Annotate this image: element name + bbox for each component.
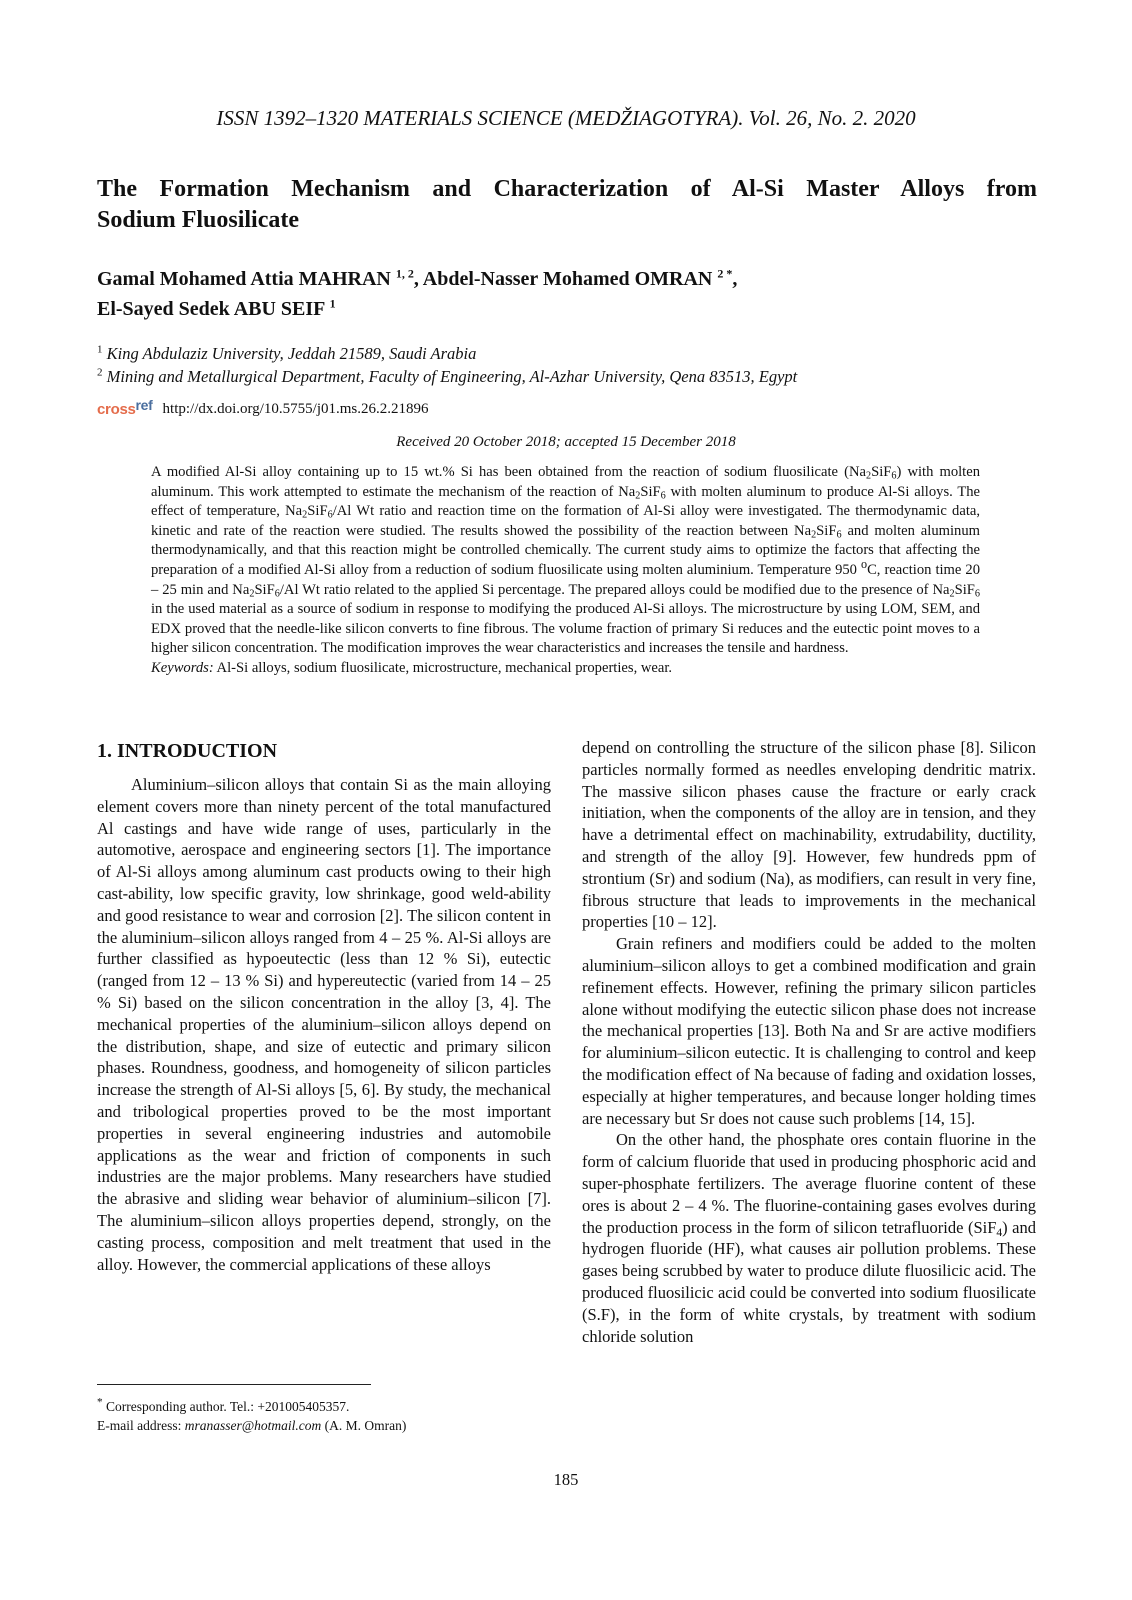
author-separator: , [732,268,738,290]
author-affil-sup: 1, 2 [395,266,414,281]
crossref-logo-icon: crossref [97,397,153,418]
keywords-label: Keywords: [151,659,214,676]
page-number: 185 [553,1470,579,1489]
paper-title-line2: Sodium Fluosilicate [97,207,300,233]
affiliation-num: 1 [97,343,103,356]
author-affil-sup: 1 [329,296,336,311]
paragraph: depend on controlling the structure of the silicon phase [8]. Silicon particles normally formed as needles enveloping dendritic matrix. The massive silicon phases cause the fracture or early crack initiation, when the components of the alloy are in tension, and they have a detrimental effect on machinability, extrudability, ductility, and strength of the alloy [9]. However, few hundreds ppm of strontium (Sr) and sodium (Na), as modifiers, can result in very fine, fibrous structure that leads to improvements in the mechanical properties [10 – 12]. [582,738,1036,932]
paper-title-line1: The Formation Mechanism and Characterization of Al-Si Master Alloys from [97,176,1037,202]
author-name: , Abdel-Nasser Mohamed OMRAN [413,268,713,290]
doi-link[interactable]: http://dx.doi.org/10.5755/j01.ms.26.2.21896 [162,401,429,417]
footnote [97,1398,406,1435]
affiliation-1 [97,342,797,365]
footnote-rule [97,1384,371,1385]
affiliation-text: Mining and Metallurgical Department, Faculty of Engineering, Al-Azhar University, Qena 83513, Egypt [106,367,798,386]
formula: $Na_2SiF_6$ [848,464,897,482]
degree-sign: o [860,557,868,572]
paragraph: On the other hand, the phosphate ores contain fluorine in the form of calcium fluoride that used in producing phosphoric acid and super-phosphate fertilizers. The average fluorine content of these ores is about 2 – 4 %. The fluorine-containing gases evolves during the production process in the form of silicon tetrafluoride (SiF$_4$) and hydrogen fluoride (HF), what causes air pollution problems. These gases being scrubbed by water to produce dilute fluosilicic acid. The produced fluosilicic acid could be converted into sodium fluosilicate (S.F), in the form of white crystals, by treatment with sodium chloride solution [582,1130,1036,1346]
affiliation-num: 2 [97,366,103,379]
author-affil-sup: 2 * [717,266,733,281]
right-column [582,737,1036,1347]
formula: $Na_2SiF_6$ [232,581,280,600]
author-name: Gamal Mohamed Attia MAHRAN [97,268,391,290]
received-dates: Received 20 October 2018; accepted 15 December 2018 [396,434,736,450]
journal-header: ISSN 1392–1320 MATERIALS SCIENCE (MEDŽIAGOTYRA). Vol. 26, No. 2. 2020 [216,106,916,130]
formula: $Na_2SiF_6$ [794,522,842,541]
doi-line [97,397,429,418]
paragraph: Aluminium–silicon alloys that contain Si as the main alloying element covers more than ninety percent of the total manufactured Al castings and have wide range of uses, particularly in the automotive, aerospace and engineering sectors [1]. The importance of Al-Si alloys among aluminum cast products owing to their high cast-ability, low specific gravity, low shrinkage, good weld-ability and good resistance to wear and corrosion [2]. The silicon content in the aluminium–silicon alloys ranged from 4 – 25 %. Al-Si alloys are further classified as hypoeutectic (less than 12 % Si), eutectic (ranged from 12 – 13 % Si) and hypereutectic (varied from 14 – 25 % Si) based on the silicon concentration in the alloy [3, 4]. The mechanical properties of the aluminium–silicon alloys depend on the distribution, shape, and size of eutectic and primary silicon phases. Roundness, goodness, and homogeneity of silicon particles increase the strength of Al-Si alloys [5, 6]. By study, the mechanical and tribological properties proved to be the most important properties in several engineering industries and automobile applications as the wear and friction of components in such industries are the major problems. Many researchers have studied the abrasive and sliding wear behavior of aluminium–silicon [7]. The aluminium–silicon alloys properties depend, strongly, on the casting process, composition and melt treatment that used in the alloy. However, the commercial applications of these alloys [97,775,551,1274]
formula: $Na_2SiF_6$ [618,483,666,502]
email-link[interactable]: mranasser@hotmail.com [184,1417,322,1433]
author-name: El-Sayed Sedek ABU SEIF [97,298,325,320]
footnote-email: E-mail address: mranasser@hotmail.com (A. M. Omran) [97,1417,407,1433]
affiliation-text: King Abdulaziz University, Jeddah 21589, Saudi Arabia [106,344,477,363]
author-line-2 [97,294,737,324]
keywords: Al-Si alloys, sodium fluosilicate, microstructure, mechanical properties, wear. [213,659,673,676]
author-list [97,264,737,324]
author-line-1 [97,264,737,294]
paper-title [97,174,1037,236]
paragraph: Grain refiners and modifiers could be added to the molten aluminium–silicon alloys to get a combined modification and grain refinement effects. However, refining the primary silicon particles alone without modifying the eutectic silicon phase does not increase the mechanical properties [13]. Both Na and Sr are active modifiers for aluminium–silicon eutectic. It is challenging to control and keep the modification effect of Na because of fading and oxidation losses, especially at higher temperatures, and because longer holding times are necessary but Sr does not cause such problems [14, 15]. [582,934,1036,1128]
section-heading: 1. INTRODUCTION [97,740,278,762]
abstract: A modified Al-Si alloy containing up to 15 wt.% Si has been obtained from the reaction of sodium fluosilicate $(Na_2SiF_6)$ with molten aluminum. This work attempted to estimate the mechanism of the reaction of $Na_2SiF_6$ with molten aluminum to produce Al-Si alloys. The effect of temperature, $Na_2SiF_6/Al$ Wt ratio and reaction time on the formation of Al-Si alloy were investigated. The thermodynamic data, kinetic and rate of the reaction were studied. The results showed the possibility of the reaction between $Na_2SiF_6$ and molten aluminum thermodynamically, and that this reaction might be controlled chemically. The current study aims to optimize the factors that affecting the preparation of a modified Al-Si alloy from a reduction of sodium fluosilicate using molten aluminium. Temperature 950 $^o$C, reaction time 20 – 25 min and $Na_2SiF_6/Al$ Wt ratio related to the applied Si percentage. The prepared alloys could be modified due to the presence of $Na_2SiF_6$ in the used material as a source of sodium in response to modifying the produced Al-Si alloys. The microstructure by using LOM, SEM, and EDX proved that the needle-like silicon converts to fine fibrous. The volume fraction of primary Si reduces and the eutectic point moves to a higher silicon concentration. The modification improves the wear characteristics and increases the tensile and hardness. Keywords: Al-Si alloys, sodium fluosilicate, microstructure, mechanical properties, wear. [151,464,981,676]
left-column [97,774,551,1275]
affiliations [97,342,797,388]
formula: $Na_2SiF_6$ [285,503,333,521]
footnote-corresponding: * Corresponding author. Tel.: +201005405357. [97,1396,350,1414]
affiliation-2 [97,365,797,388]
formula: $Na_2SiF_6$ [932,581,980,600]
